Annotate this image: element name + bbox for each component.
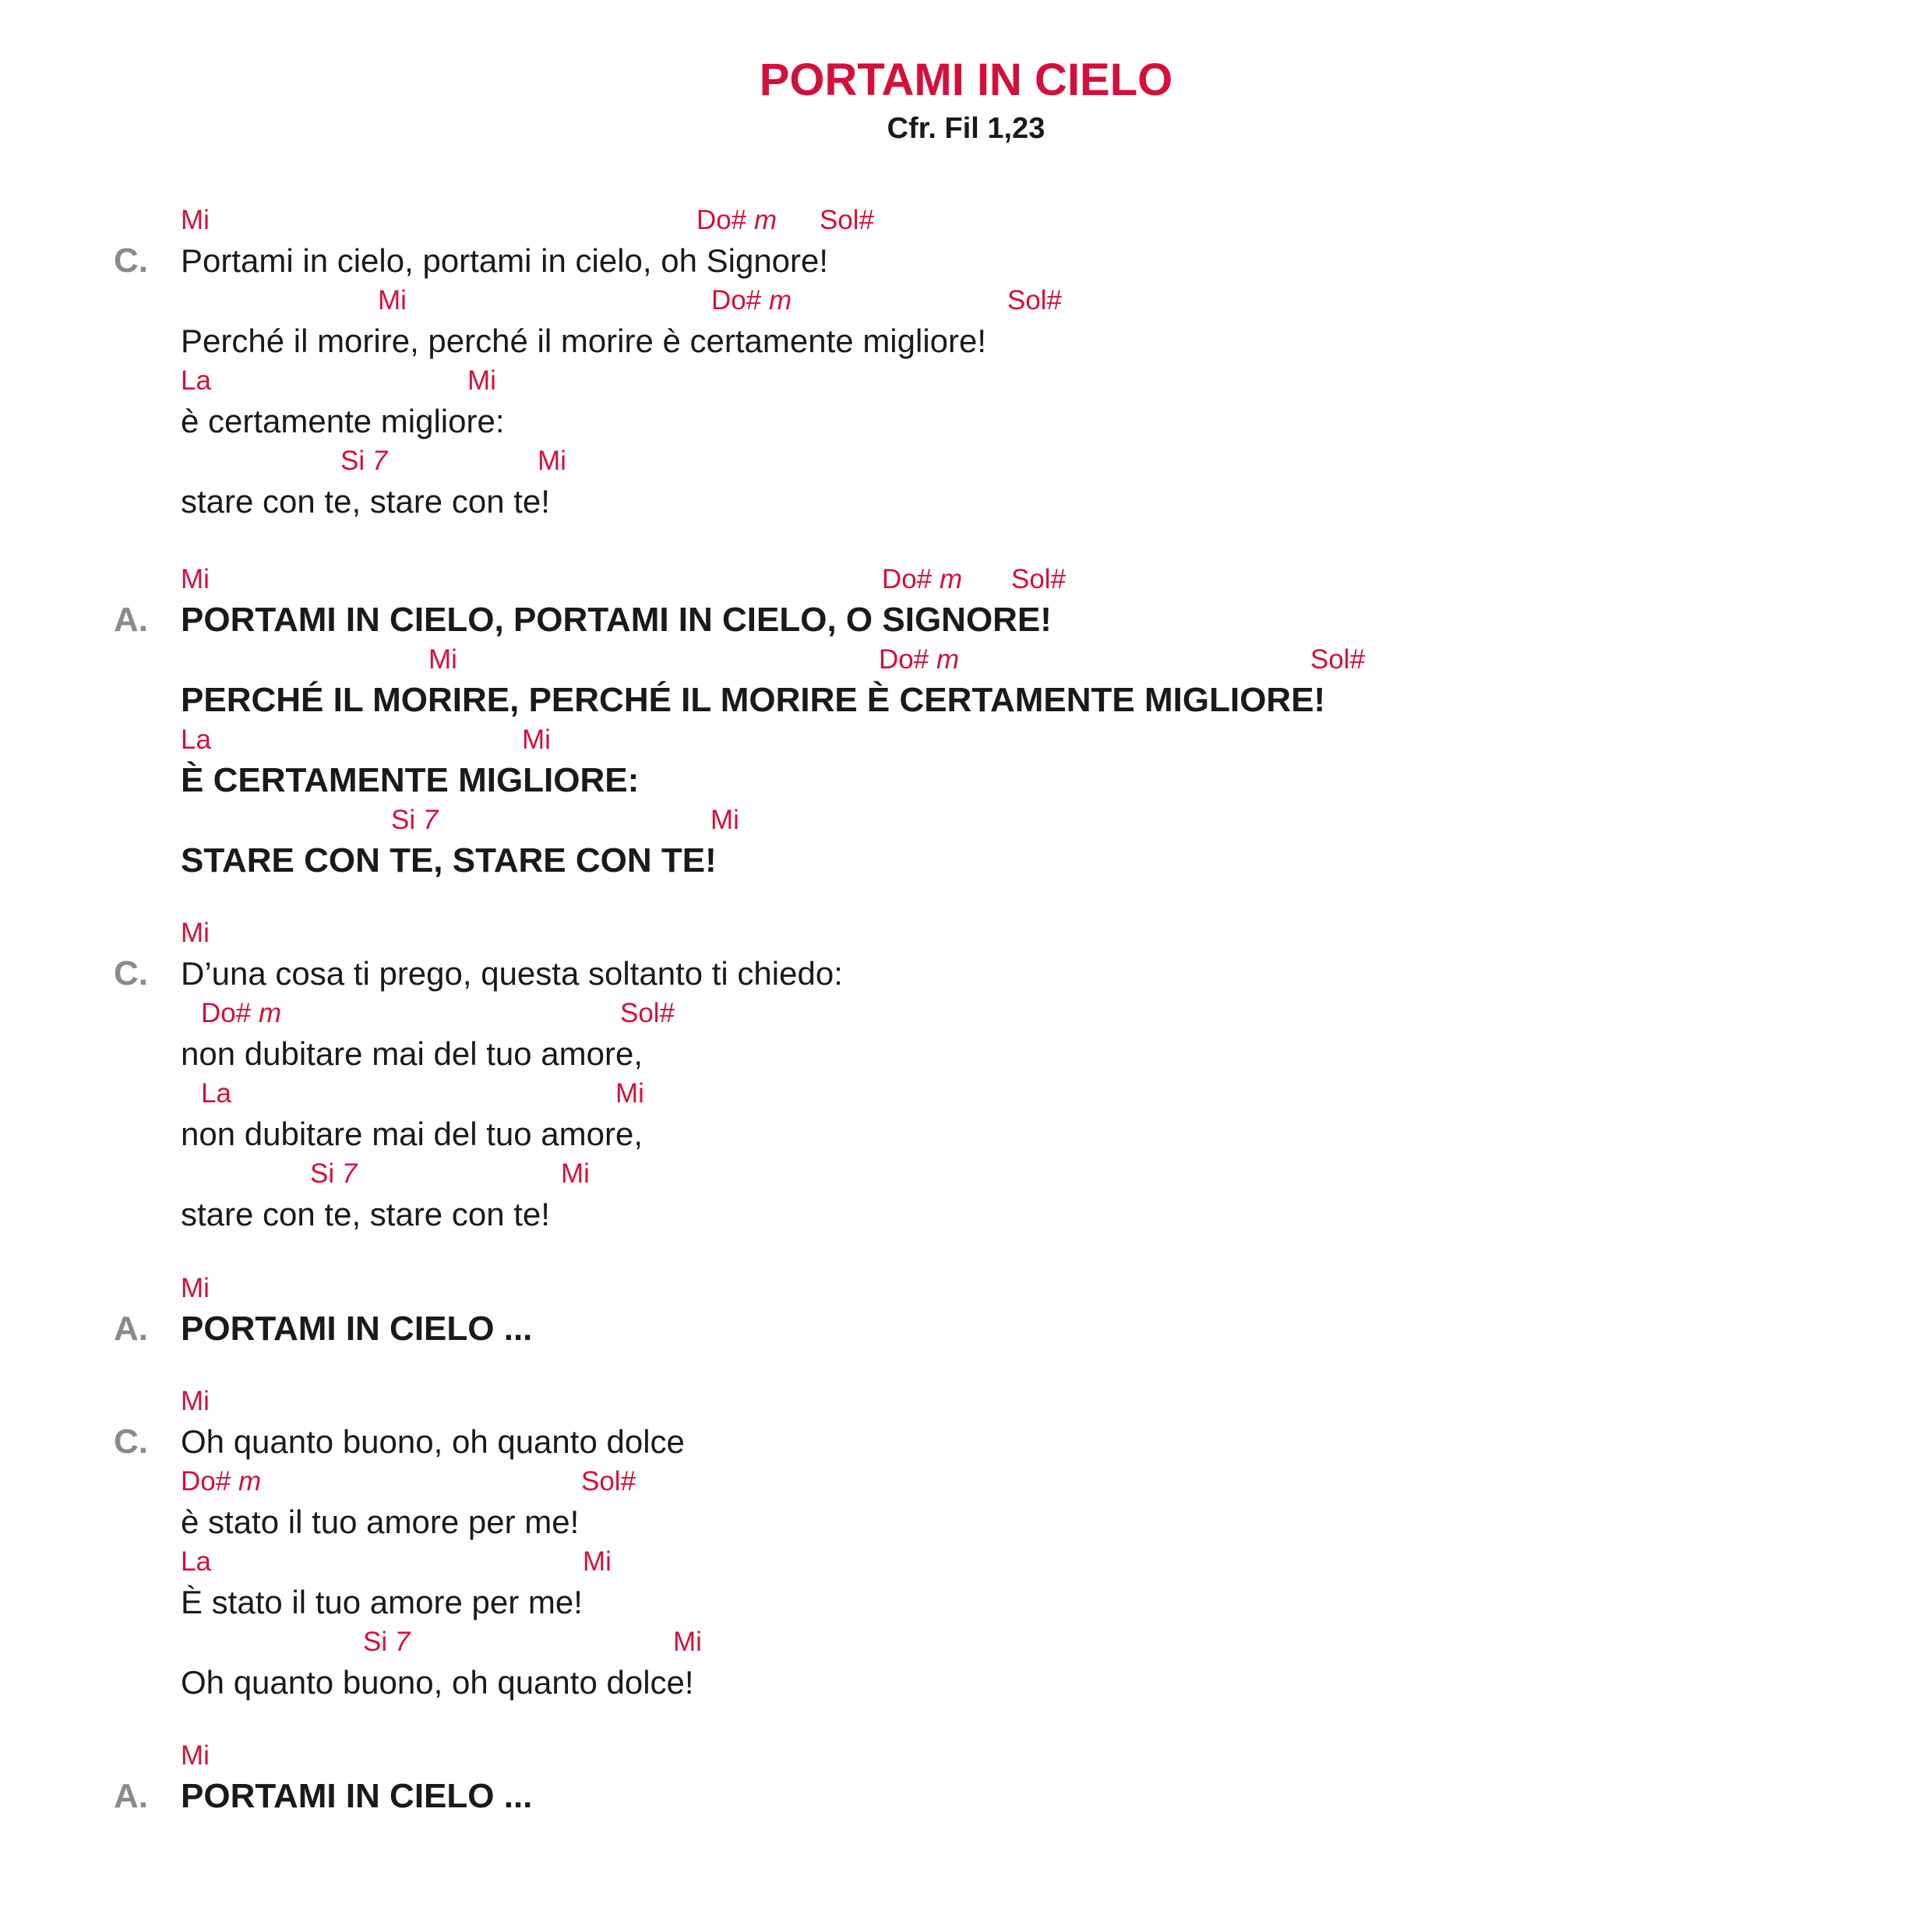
lyric-line: è certamente migliore: (181, 403, 505, 439)
chord-root: Mi (538, 446, 566, 476)
chord-root: Do# (882, 564, 933, 594)
chord-root: Mi (181, 564, 210, 594)
lyric-line: Perché il morire, perché il morire è certamente migliore! (181, 323, 987, 359)
stanza-role-label: A. (114, 601, 148, 639)
stanza-role-label: C. (114, 1423, 148, 1461)
chord-label (181, 1740, 210, 1772)
chord-label (181, 1272, 210, 1305)
chord-label (1007, 284, 1062, 317)
chord-modifier: m (258, 998, 282, 1028)
chord-label (310, 1158, 357, 1190)
lyric-line: D’una cosa ti prego, questa soltanto ti chiedo: (181, 955, 843, 992)
chord-modifier: m (753, 205, 777, 235)
chord-label (583, 1546, 612, 1578)
chord-root: La (181, 724, 211, 755)
chord-label (710, 804, 739, 837)
chord-label (538, 445, 566, 478)
chord-label (882, 563, 962, 596)
lyric-line: PORTAMI IN CIELO ... (181, 1777, 533, 1815)
chord-root: Mi (181, 1386, 210, 1416)
chord-root: Mi (710, 805, 739, 835)
chord-label (181, 1465, 261, 1498)
lyric-line: Oh quanto buono, oh quanto dolce (181, 1423, 685, 1460)
lyric-line: stare con te, stare con te! (181, 483, 550, 520)
chord-root: Si (310, 1158, 335, 1189)
chord-modifier: m (768, 285, 792, 316)
chord-root: Si (340, 446, 365, 476)
chord-label (391, 804, 438, 837)
chord-label (181, 917, 210, 950)
chord-root: Sol# (581, 1466, 636, 1497)
chord-label (879, 643, 959, 676)
chord-root: Mi (467, 365, 496, 396)
chord-label (181, 1385, 210, 1418)
chord-root: Mi (181, 205, 210, 235)
chord-label (181, 204, 210, 237)
lyric-line: Portami in cielo, portami in cielo, oh Signore! (181, 242, 829, 279)
chord-root: Si (363, 1627, 388, 1657)
chord-label (201, 997, 281, 1030)
chord-label (673, 1626, 702, 1659)
chord-root: Sol# (820, 205, 875, 235)
song-title: PORTAMI IN CIELO (759, 55, 1173, 105)
chord-root: Mi (673, 1627, 702, 1657)
chord-label (181, 1546, 211, 1578)
chord-modifier: 7 (341, 1158, 358, 1189)
chord-label (561, 1158, 590, 1190)
chord-label (201, 1077, 231, 1110)
chord-root: Do# (696, 205, 747, 235)
chord-label (181, 724, 211, 756)
chord-modifier: m (936, 644, 960, 675)
chord-modifier: m (238, 1466, 262, 1497)
lyric-line: non dubitare mai del tuo amore, (181, 1035, 643, 1072)
lyric-line: PORTAMI IN CIELO, PORTAMI IN CIELO, O SIGNORE! (181, 601, 1052, 639)
chord-label (181, 365, 211, 397)
chord-root: Mi (522, 724, 551, 755)
lyric-line: non dubitare mai del tuo amore, (181, 1116, 643, 1152)
chord-root: Mi (181, 1740, 210, 1771)
chord-root: Mi (428, 644, 457, 675)
lyric-line: È stato il tuo amore per me! (181, 1584, 583, 1620)
chord-root: Mi (181, 918, 210, 948)
chord-label (181, 563, 210, 596)
chord-root: Mi (583, 1546, 612, 1577)
chord-label (820, 204, 874, 237)
lyric-line: È CERTAMENTE MIGLIORE: (181, 761, 640, 799)
chord-label (696, 204, 777, 237)
chord-root: La (201, 1078, 231, 1109)
chord-root: La (181, 1546, 211, 1577)
chord-root: Sol# (1007, 285, 1063, 316)
chord-root: Do# (879, 644, 929, 675)
lyric-line: Oh quanto buono, oh quanto dolce! (181, 1664, 694, 1701)
chord-label (340, 445, 387, 478)
chord-root: Mi (561, 1158, 590, 1189)
lyric-line: STARE CON TE, STARE CON TE! (181, 841, 717, 880)
lyric-line: è stato il tuo amore per me! (181, 1504, 580, 1540)
chord-label (522, 724, 551, 756)
lyric-line: PORTAMI IN CIELO ... (181, 1310, 533, 1348)
song-reference: Cfr. Fil 1,23 (887, 112, 1045, 145)
chord-label (620, 997, 675, 1030)
chord-modifier: 7 (372, 446, 388, 476)
chord-root: Do# (181, 1466, 231, 1497)
chord-root: Sol# (620, 998, 675, 1028)
chord-modifier: 7 (394, 1627, 411, 1657)
chord-root: Mi (378, 285, 407, 316)
stanza-role-label: A. (114, 1777, 148, 1815)
chord-root: Do# (201, 998, 252, 1028)
stanza-role-label: C. (114, 242, 148, 280)
chord-root: Mi (615, 1078, 644, 1109)
chord-root: Do# (711, 285, 762, 316)
chord-modifier: 7 (422, 805, 439, 835)
chord-label (711, 284, 791, 317)
chord-root: La (181, 365, 211, 396)
stanza-role-label: A. (114, 1310, 148, 1348)
lyric-line: PERCHÉ IL MORIRE, PERCHÉ IL MORIRE È CERTAMENTE MIGLIORE! (181, 681, 1326, 719)
chord-label (428, 643, 457, 676)
chord-modifier: m (939, 564, 963, 594)
chord-label (615, 1077, 644, 1110)
chord-root: Si (391, 805, 416, 835)
chord-label (1310, 643, 1365, 676)
chord-root: Mi (181, 1273, 210, 1303)
chord-label (467, 365, 496, 397)
lyric-line: stare con te, stare con te! (181, 1196, 550, 1232)
chord-root: Sol# (1011, 564, 1066, 594)
chord-label (363, 1626, 410, 1659)
chord-label (378, 284, 407, 317)
stanza-role-label: C. (114, 954, 148, 992)
chord-root: Sol# (1310, 644, 1366, 675)
chord-label (1011, 563, 1066, 596)
chord-label (581, 1465, 636, 1498)
